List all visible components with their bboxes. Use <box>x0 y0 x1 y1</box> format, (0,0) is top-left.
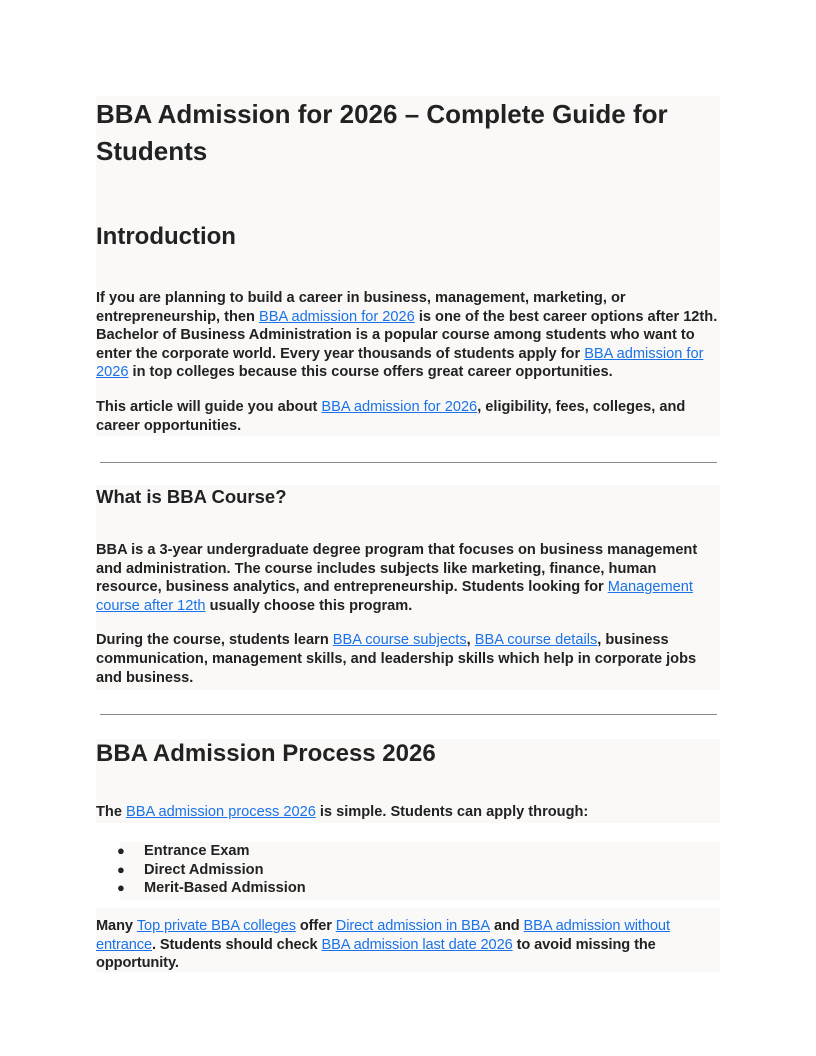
list-item-label: Entrance Exam <box>144 843 250 859</box>
link-top-private-bba-colleges[interactable]: Top private BBA colleges <box>136 918 296 934</box>
admission-process-heading: BBA Admission Process 2026 <box>96 740 436 767</box>
text: is simple. Students can apply through: <box>315 804 589 820</box>
link-bba-admission-2026[interactable]: BBA admission for 2026 <box>259 308 415 325</box>
text: This article will guide you about <box>96 398 322 415</box>
page-title <box>96 96 720 170</box>
link-bba-course-details[interactable]: BBA course details <box>474 632 598 649</box>
divider <box>100 462 717 463</box>
bullet-icon: ● <box>117 861 125 877</box>
text: and <box>489 918 524 934</box>
list-item <box>117 879 720 898</box>
text: If you are planning to build a career in business, management, marketing, or entrepreneurship, then <box>96 290 626 325</box>
link-direct-admission-bba[interactable]: Direct admission in BBA <box>335 918 490 934</box>
text: , <box>466 632 475 649</box>
admission-process-paragraph-1 <box>96 803 720 822</box>
admission-methods-list-block <box>117 842 720 900</box>
divider <box>100 714 717 715</box>
what-is-bba-paragraph-2 <box>96 631 720 687</box>
bullet-icon: ● <box>117 880 125 896</box>
bullet-icon: ● <box>117 843 125 858</box>
text: BBA is a 3-year undergraduate degree program that focuses on business management and administration. The course includes subjects like marketing, finance, human resource, business analytics, and entrepreneurship. Students looking for <box>96 542 698 596</box>
list-item-label: Merit-Based Admission <box>144 880 306 897</box>
text: , business communication, management skills, and leadership skills which help in corporate jobs and business. <box>96 632 697 686</box>
title-line-1: BBA Admission for 2026 – Complete Guide for <box>96 99 668 129</box>
link-bba-admission-2026[interactable]: BBA admission for 2026 <box>96 345 704 381</box>
intro-heading: Introduction <box>96 223 236 250</box>
admission-process-block <box>96 739 720 823</box>
text: Many <box>96 918 137 934</box>
text: to avoid missing the opportunity. <box>96 936 656 972</box>
link-bba-last-date[interactable]: BBA admission last date 2026 <box>321 936 513 953</box>
what-is-bba-block <box>96 485 720 690</box>
intro-paragraph-2 <box>96 398 720 435</box>
intro-paragraph-1 <box>96 289 720 382</box>
link-bba-course-subjects[interactable]: BBA course subjects <box>332 632 467 649</box>
what-is-bba-heading: What is BBA Course? <box>96 486 287 507</box>
text: usually choose this program. <box>205 597 413 614</box>
text: in top colleges because this course offers great career opportunities. <box>128 364 613 381</box>
title-line-2: Students <box>96 136 208 166</box>
what-is-bba-paragraph-1 <box>96 541 720 615</box>
list-item <box>117 861 720 880</box>
admission-methods-list <box>117 842 720 898</box>
link-management-course[interactable]: Management course after 12th <box>96 579 693 614</box>
list-item <box>117 842 720 861</box>
intro-block <box>96 96 720 436</box>
admission-process-paragraph-2 <box>96 917 720 973</box>
text: The <box>96 804 126 820</box>
text: . Students should check <box>152 936 322 953</box>
link-bba-admission-process[interactable]: BBA admission process 2026 <box>126 804 316 820</box>
list-item-label: Direct Admission <box>144 861 264 878</box>
text: offer <box>295 918 336 934</box>
text: During the course, students learn <box>96 632 333 649</box>
link-bba-without-entrance[interactable]: BBA admission without entrance <box>96 918 670 953</box>
text: , eligibility, fees, colleges, and career opportunities. <box>96 398 686 434</box>
link-bba-admission-2026[interactable]: BBA admission for 2026 <box>321 398 478 415</box>
admission-process-paragraph-2-block <box>96 908 720 972</box>
text: is one of the best career options after 12th. Bachelor of Business Administration is a popular course among students who want to enter the corporate world. Every year thousands of students apply for <box>96 308 718 362</box>
